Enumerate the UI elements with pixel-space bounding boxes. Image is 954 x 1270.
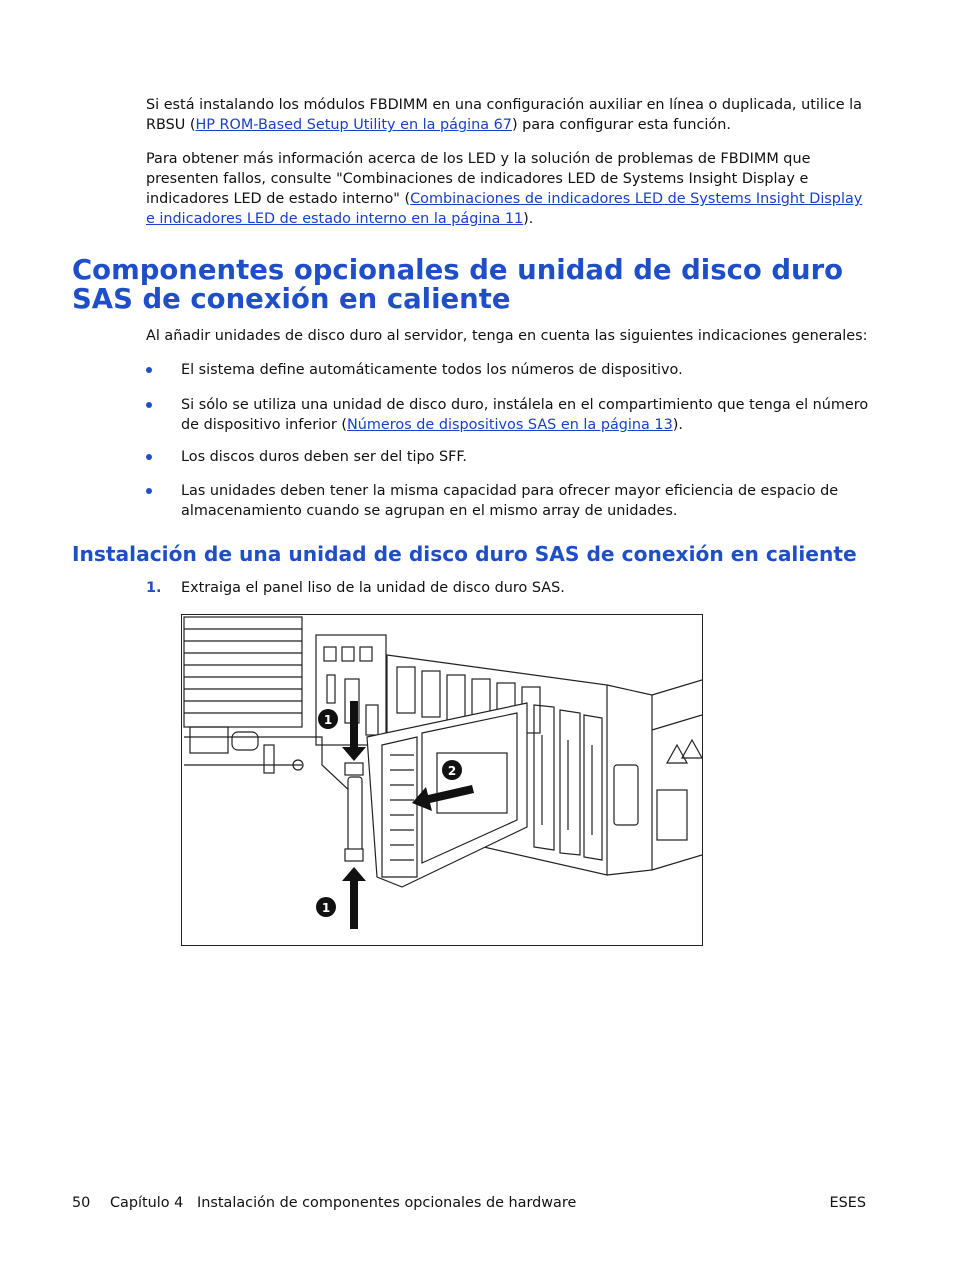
bullet-text: ). — [672, 417, 683, 433]
section-intro: Al añadir unidades de disco duro al servidor, tenga en cuenta las siguientes indicaciones generales: — [146, 328, 868, 344]
up-arrow — [342, 867, 366, 929]
rbsu-link[interactable]: HP ROM-Based Setup Utility en la página 67 — [195, 117, 512, 133]
intro-paragraph-1 — [146, 95, 870, 135]
sas-device-numbers-link[interactable]: Números de dispositivos SAS en la página 13 — [347, 417, 673, 433]
bullet-item-2 — [181, 395, 871, 435]
bullet-text: Si sólo se utiliza una unidad de disco duro, instálela en el compartimiento que tenga el número de dispositivo inferior ( — [181, 397, 869, 433]
bullet-item-3: Los discos duros deben ser del tipo SFF. — [181, 449, 467, 465]
bullet-marker — [146, 402, 152, 408]
callout-label: 1 — [323, 713, 333, 727]
bullet-marker — [146, 367, 152, 373]
drive-blank-removal-figure — [181, 614, 703, 946]
step-number: 1. — [146, 580, 162, 596]
callout-2 — [442, 760, 462, 780]
bullet-item-4: Las unidades deben tener la misma capacidad para ofrecer mayor eficiencia de espacio de almacenamiento cuando se agrupan en el mismo array de unidades. — [181, 483, 839, 519]
bullet-marker — [146, 488, 152, 494]
intro-text: Para obtener más información acerca de los LED y la solución de problemas de FBDIMM que presenten fallos, consulte "Combinaciones de indicadores LED de Systems Insight Display e indicadores LED de estado interno" ( — [146, 151, 811, 207]
step-text: Extraiga el panel liso de la unidad de disco duro SAS. — [181, 580, 565, 596]
bullet-marker — [146, 454, 152, 460]
callout-1-bottom — [316, 897, 336, 917]
down-arrow — [342, 701, 366, 761]
intro-text: ). — [523, 211, 534, 227]
callout-label: 2 — [447, 764, 457, 778]
bullet-item-1: El sistema define automáticamente todos los números de dispositivo. — [181, 362, 683, 378]
led-combinations-link[interactable]: Combinaciones de indicadores LED de Systems Insight Display e indicadores LED de estado interno en la página 11 — [146, 191, 863, 227]
callout-label: 1 — [321, 901, 331, 915]
section-title: Componentes opcionales de unidad de disco duro SAS de conexión en caliente — [72, 254, 844, 315]
subsection-title: Instalación de una unidad de disco duro SAS de conexión en caliente — [72, 542, 857, 566]
page-number: 50 — [72, 1195, 91, 1211]
intro-text: ) para configurar esta función. — [511, 117, 731, 133]
chapter-title: Capítulo 4 Instalación de componentes opcionales de hardware — [110, 1195, 577, 1211]
server-illustration — [182, 615, 702, 945]
intro-text: Si está instalando los módulos FBDIMM en una configuración auxiliar en línea o duplicada, utilice la RBSU ( — [146, 97, 862, 133]
intro-paragraph-2 — [146, 149, 870, 229]
language-code: ESES — [829, 1195, 866, 1211]
callout-1-top — [318, 709, 338, 729]
